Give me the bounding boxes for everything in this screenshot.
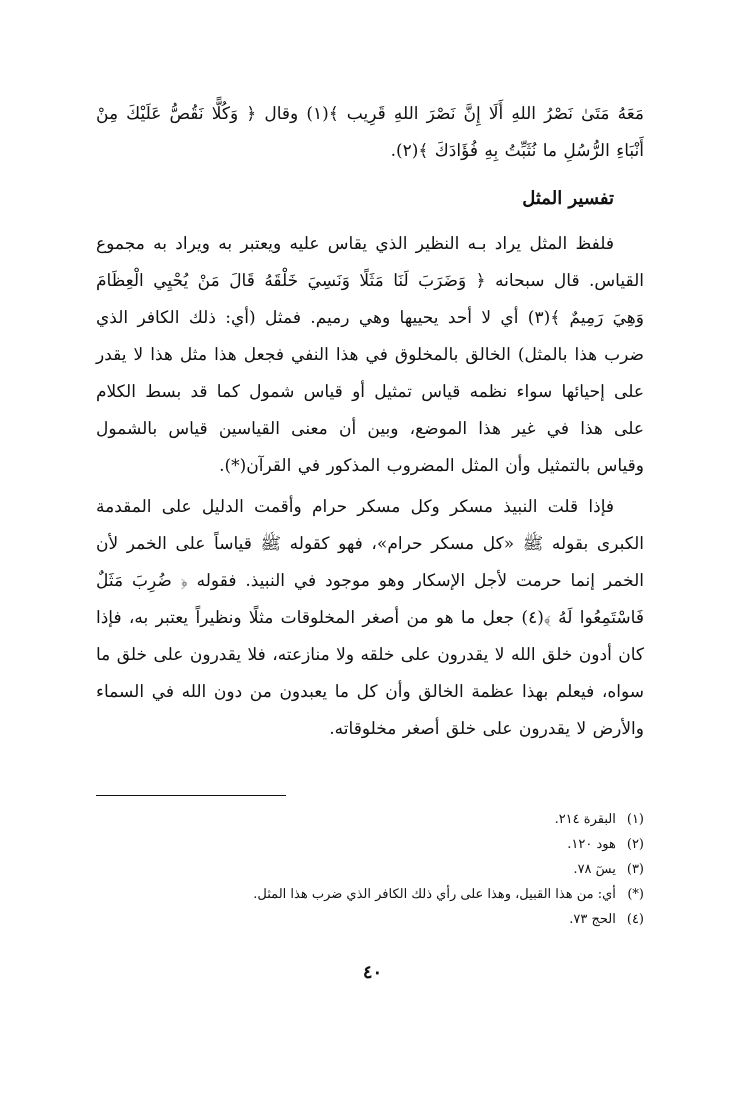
footnotes-section [96, 795, 644, 945]
body-paragraph-example: فإذا قلت النبيذ مسكر وكل مسكر حرام وأقمت الدليل على المقدمة الكبرى بقوله ﷺ «كل مسكر حرام»، فهو كقوله ﷺ قياساً على الخمر لأن الخمر إنما حرمت لأجل الإسكار وهو موجود في النبيذ. فقوله ﴿ ضُرِبَ مَثَلٌ فَاسْتَمِعُوا لَهُ ﴾(٤) جعل ما هو من أصغر المخلوقات مثلًا ونظيراً يعتبر به، فإذا كان أدون خلق الله لا يقدرون على خلقه ولا منازعته، فلا يقدرون على خلق ما سواه، فيعلم بهذا عظمة الخالق وأن كل ما يعبدون من دون الله في السماء والأرض لا يقدرون على خلق أصغر مخلوقاته. [96, 497, 644, 739]
footnote-marker: (٢) [626, 837, 644, 852]
page-body [96, 96, 644, 748]
body-paragraph-meaning: فلفظ المثل يراد بـه النظير الذي يقاس عليه ويعتبر به ويراد به مجموع القياس. قال سبحانه ﴿ وَضَرَبَ لَنَا مَثَلًا وَنَسِيَ خَلْقَهُ قَالَ مَنْ يُحْيِي الْعِظَامَ وَهِيَ رَمِيمٌ ﴾(٣) أي لا أحد يحييها وهي رميم. فمثل (أي: ذلك الكافر الذي ضرب هذا بالمثل) الخالق بالمخلوق في هذا النفي فجعل هذا مثل هذا لا يقدر على إحيائها سواء نظمه قياس تمثيل أو قياس شمول كما قد بسط الكلام على هذا في غير هذا الموضع، وبين أن معنى القياسين قياس بالشمول وقياس بالتمثيل وأن المثل المضروب المذكور في القرآن(*). [96, 234, 644, 476]
footnote-marker: (٣) [626, 862, 644, 877]
footnote-marker: (*) [627, 887, 644, 902]
page-number: ٤٠ [362, 962, 383, 983]
footnote-item [96, 882, 644, 907]
footnote-text: هود ١٢٠. [567, 837, 616, 852]
footnote-item [96, 907, 644, 932]
footnote-list [96, 807, 644, 932]
body-paragraph-continuation: مَعَهُ مَتَىٰ نَصْرُ اللهِ أَلَا إِنَّ نَصْرَ اللهِ قَرِيب ﴾(١) وقال ﴿ وَكُلًّا نَقُصُّ عَلَيْكَ مِنْ أَنْبَاءِ الرُّسُلِ ما نُثَبِّتُ بِهِ فُؤَادَكَ ﴾(٢). [96, 104, 645, 161]
section-heading: تفسير المثل [522, 188, 614, 209]
footnote-item [96, 857, 644, 882]
footnote-text: يسٓ ٧٨. [573, 862, 616, 877]
footnote-item [96, 832, 644, 857]
footnote-marker: (٤) [626, 912, 644, 927]
footnote-divider [96, 795, 286, 796]
footnote-text: أي: من هذا القبيل، وهذا على رأي ذلك الكافر الذي ضرب هذا المثل. [253, 887, 616, 902]
footnote-marker: (١) [626, 812, 644, 827]
footnote-text: البقرة ٢١٤. [554, 812, 616, 827]
footnote-text: الحج ٧٣. [569, 912, 616, 927]
footnote-item [96, 807, 644, 832]
